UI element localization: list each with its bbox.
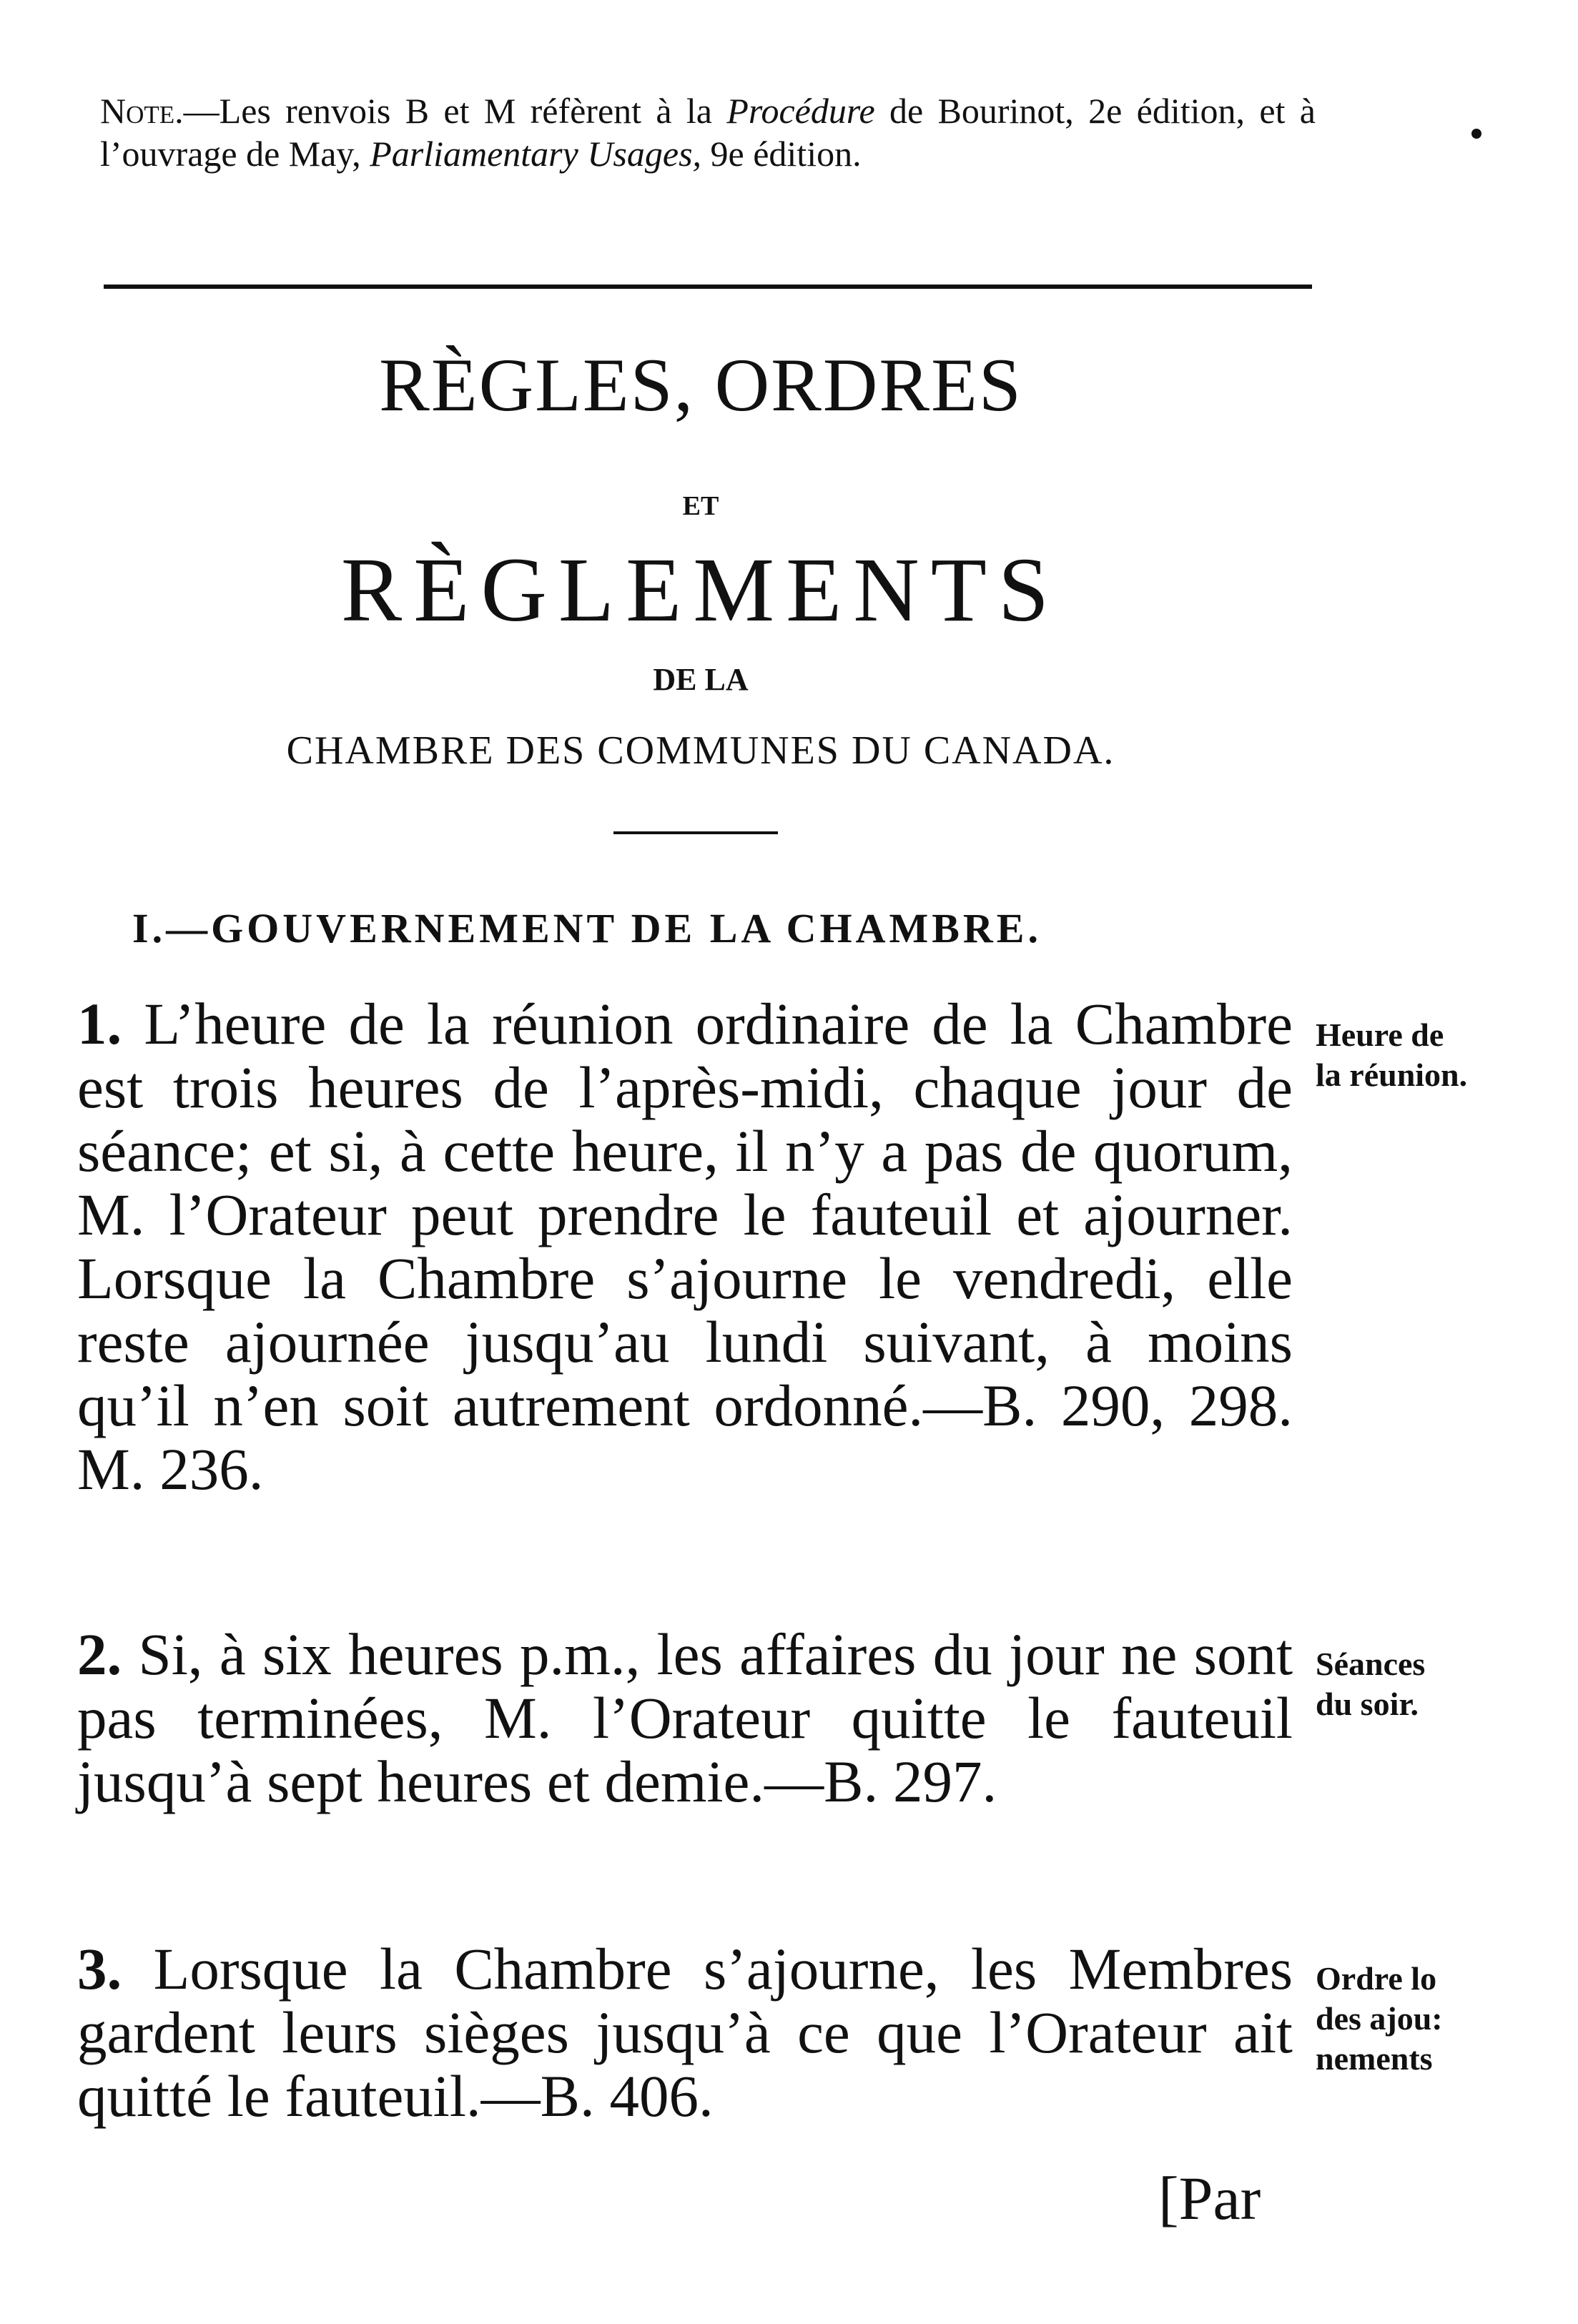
title-connector-et: ET	[682, 491, 719, 521]
note-italic-parliamentary-usages: Parliamentary Usages,	[370, 134, 702, 174]
editorial-note	[100, 89, 1316, 175]
margin-note-line: des ajou:	[1316, 2000, 1443, 2037]
rule-number: 2.	[77, 1621, 122, 1687]
top-rule	[104, 285, 1312, 289]
note-text-3: 9e édition.	[701, 134, 862, 174]
margin-note-line: nements	[1316, 2040, 1433, 2077]
margin-note	[1316, 1644, 1573, 1724]
rule-paragraph	[77, 1937, 1293, 2128]
rule-number: 3.	[77, 1936, 122, 2002]
rule-text: L’heure de la réunion ordinaire de la Chambre est trois heures de l’après-midi, chaque jour de séance; et si, à cette heure, il n’y a pas de quorum, M. l’Orateur peut prendre le fauteuil et ajourner. Lorsque la Chambre s’ajourne le vendredi, elle reste ajournée jusqu’au lundi suivant, à moins qu’il n’en soit autrement ordonné.—B. 290, 298. M. 236.	[77, 991, 1293, 1502]
catchword: [Par	[1158, 2164, 1261, 2232]
note-lead: Note.	[100, 91, 184, 131]
margin-note	[1316, 1959, 1573, 2079]
note-italic-procedure: Procédure	[726, 91, 875, 131]
rule-text: Lorsque la Chambre s’ajourne, les Membres gardent leurs sièges jusqu’à ce que l’Orateur ait quitté le fauteuil.—B. 406.	[77, 1936, 1293, 2129]
rule-text: Si, à six heures p.m., les affaires du jour ne sont pas terminées, M. l’Orateur quitte le fauteuil jusqu’à sept heures et demie.—B. 297.	[77, 1621, 1293, 1814]
margin-note-line: la réunion.	[1316, 1057, 1468, 1093]
title-regles-ordres: RÈGLES, ORDRES	[379, 343, 1022, 427]
section-heading: I.—GOUVERNEMENT DE LA CHAMBRE.	[132, 905, 1042, 951]
rule-number: 1.	[77, 991, 122, 1057]
note-text-1: —Les renvois B et M réfèrent à la	[183, 91, 727, 131]
ink-dot	[1471, 129, 1481, 139]
margin-note	[1316, 1015, 1573, 1095]
margin-note-line: Ordre lo	[1316, 1960, 1437, 1997]
title-reglements: RÈGLEMENTS	[340, 539, 1061, 641]
rule-paragraph	[77, 1623, 1293, 1814]
margin-note-line: Séances	[1316, 1646, 1426, 1682]
margin-note-line: du soir.	[1316, 1686, 1419, 1722]
margin-note-line: Heure de	[1316, 1017, 1444, 1053]
rule-paragraph	[77, 992, 1293, 1501]
title-chambre: CHAMBRE DES COMMUNES DU CANADA.	[286, 728, 1115, 773]
note-text-2: de Bourinot, 2e édition, et à l’ouvrage de May,	[100, 91, 1316, 174]
title-connector-de-la: DE LA	[653, 662, 749, 697]
short-rule	[613, 831, 778, 834]
